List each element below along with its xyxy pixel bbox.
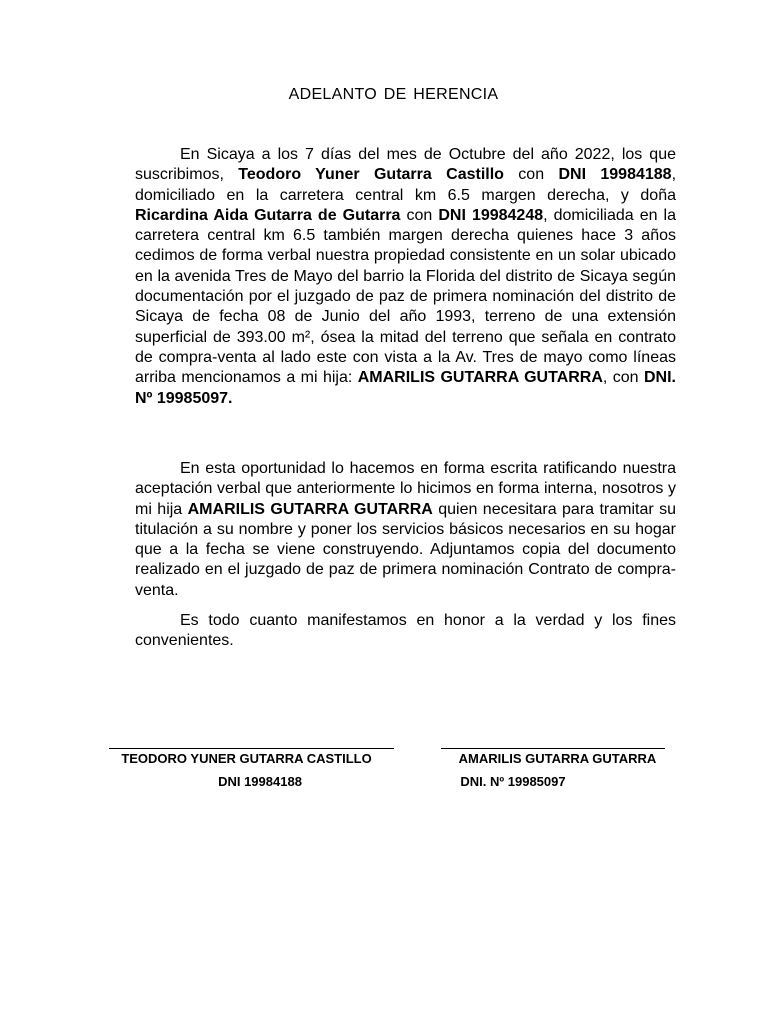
beneficiary-name: AMARILIS GUTARRA GUTARRA (357, 369, 603, 387)
signatory-name-2: AMARILIS GUTARRA GUTARRA (458, 751, 657, 766)
grantor-name: Teodoro Yuner Gutarra Castillo (238, 166, 504, 184)
paragraph-text: Es todo cuanto manifestamos en honor a la verdad y los fines convenientes. (135, 612, 676, 650)
co-grantor-dni: DNI 19984248 (438, 206, 544, 224)
paragraph-text: En Sicaya a los 7 días del mes de Octubre del año 2022, los que suscribimos, (135, 146, 676, 184)
paragraph-text: En esta oportunidad lo hacemos en forma escrita ratificando nuestra aceptación verbal que anteriormente lo hicimos en forma interna, nosotros y mi hija (135, 460, 676, 518)
paragraph-declaration (135, 145, 676, 409)
paragraph-text: con (400, 206, 439, 224)
beneficiary-dni: DNI. Nº 19985097. (135, 369, 676, 407)
signatory-dni-2: DNI. Nº 19985097 (460, 774, 566, 789)
signatory-name-1: TEODORO YUNER GUTARRA CASTILLO (121, 751, 372, 766)
paragraph-text: quien necesitara para tramitar su titulación a su nombre y poner los servicios básicos necesarios en su hogar que a la fecha se viene construyendo. Adjuntamos copia del documento realizado en el juzgado de paz de primera nominación Contrato de compra-venta. (135, 500, 677, 599)
paragraph-closing (135, 611, 676, 652)
grantor-dni: DNI 19984188 (558, 166, 672, 184)
signature-line-2 (441, 748, 665, 749)
signature-line-1 (109, 748, 394, 749)
paragraph-text: , domiciliado en la carretera central km 6.5 margen derecha, y doña (135, 166, 677, 204)
paragraph-text: , domiciliada en la carretera central km 6.5 también margen derecha quienes hace 3 años cedimos de forma verbal nuestra propiedad consistente en un solar ubicado en la avenida Tres de Mayo del barrio la Florida del distrito de Sicaya según documentación por el juzgado de paz de primera nominación del distrito de Sicaya de fecha 08 de Junio del año 1993, terreno de una extensión superficial de 393.00 m², ósea la mitad del terreno que señala en contrato de compra-venta al lado este con vista a la Av. Tres de mayo como líneas arriba mencionamos a mi hija: (135, 206, 677, 387)
paragraph-text: con (503, 166, 559, 184)
paragraph-text: , con (602, 369, 644, 387)
signatory-dni-1: DNI 19984188 (218, 774, 302, 789)
paragraph-ratification (135, 459, 676, 601)
co-grantor-name: Ricardina Aida Gutarra de Gutarra (135, 206, 401, 224)
document-title: ADELANTO DE HERENCIA (288, 86, 499, 103)
beneficiary-name: AMARILIS GUTARRA GUTARRA (187, 500, 433, 518)
